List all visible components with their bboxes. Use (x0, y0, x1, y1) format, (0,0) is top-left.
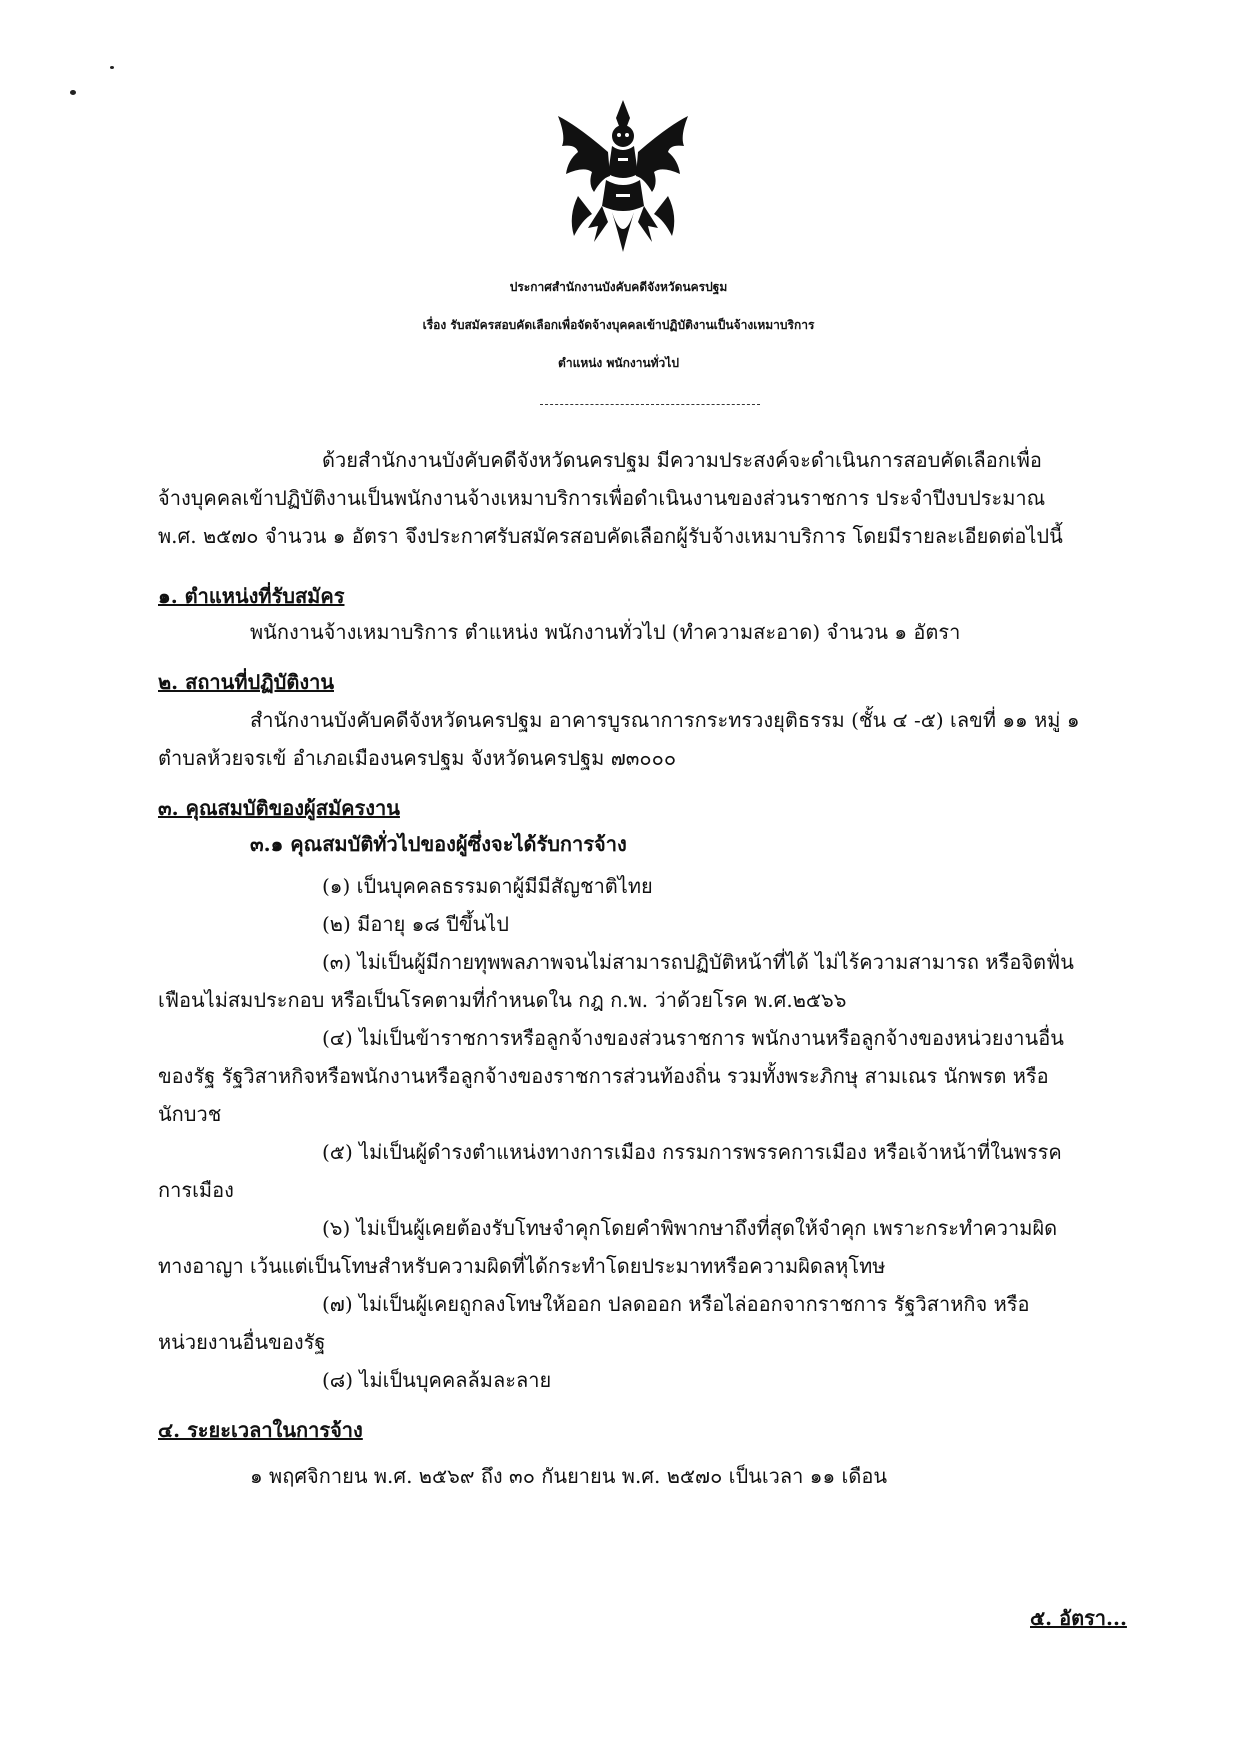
section-4-heading: ๔. ระยะเวลาในการจ้าง (158, 1418, 363, 1442)
qualification-3-line-1: (๓) ไม่เป็นผู้มีกายทุพพลภาพจนไม่สามารถปฏิบัติหน้าที่ได้ ไม่ไร้ความสามารถ หรือจิตฟั่น (322, 950, 1074, 974)
qualification-5-line-2: การเมือง (158, 1178, 234, 1202)
document-subject: เรื่อง รับสมัครสอบคัดเลือกเพื่อจัดจ้างบุคคลเข้าปฏิบัติงานเป็นจ้างเหมาบริการ (422, 318, 815, 332)
section-4-text: ๑ พฤศจิกายน พ.ศ. ๒๕๖๙ ถึง ๓๐ กันยายน พ.ศ. ๒๕๗๐ เป็นเวลา ๑๑ เดือน (250, 1464, 888, 1488)
qualification-6-line-1: (๖) ไม่เป็นผู้เคยต้องรับโทษจำคุกโดยคำพิพากษาถึงที่สุดให้จำคุก เพราะกระทำความผิด (322, 1216, 1058, 1240)
section-3-1-heading: ๓.๑ คุณสมบัติทั่วไปของผู้ซึ่งจะได้รับการจ้าง (250, 832, 627, 856)
title-divider (540, 404, 760, 405)
qualification-4-line-1: (๔) ไม่เป็นข้าราชการหรือลูกจ้างของส่วนราชการ พนักงานหรือลูกจ้างของหน่วยงานอื่น (322, 1026, 1064, 1050)
section-2-heading: ๒. สถานที่ปฏิบัติงาน (158, 670, 334, 694)
qualification-7-line-2: หน่วยงานอื่นของรัฐ (158, 1330, 326, 1354)
section-1-text: พนักงานจ้างเหมาบริการ ตำแหน่ง พนักงานทั่วไป (ทำความสะอาด) จำนวน ๑ อัตรา (250, 620, 961, 644)
garuda-emblem-icon (548, 96, 698, 256)
section-2-text-1: สำนักงานบังคับคดีจังหวัดนครปฐม อาคารบูรณาการกระทรวงยุติธรรม (ชั้น ๔ -๕) เลขที่ ๑๑ หมู่ ๑ (250, 708, 1080, 732)
qualification-7-line-1: (๗) ไม่เป็นผู้เคยถูกลงโทษให้ออก ปลดออก หรือไล่ออกจากราชการ รัฐวิสาหกิจ หรือ (322, 1292, 1030, 1316)
scan-speck (110, 66, 114, 69)
scan-speck (70, 90, 76, 95)
qualification-6-line-2: ทางอาญา เว้นแต่เป็นโทษสำหรับความผิดที่ได้กระทำโดยประมาทหรือความผิดลหุโทษ (158, 1254, 886, 1278)
section-3-heading: ๓. คุณสมบัติของผู้สมัครงาน (158, 796, 400, 820)
qualification-4-line-3: นักบวช (158, 1102, 222, 1126)
document-title: ประกาศสำนักงานบังคับคดีจังหวัดนครปฐม (509, 280, 728, 294)
qualification-2: (๒) มีอายุ ๑๘ ปีขึ้นไป (322, 912, 509, 936)
intro-line-3: พ.ศ. ๒๕๗๐ จำนวน ๑ อัตรา จึงประกาศรับสมัครสอบคัดเลือกผู้รับจ้างเหมาบริการ โดยมีรายละเอียดต่อไปนี้ (158, 524, 1063, 548)
document-position-title: ตำแหน่ง พนักงานทั่วไป (558, 356, 679, 370)
qualification-4-line-2: ของรัฐ รัฐวิสาหกิจหรือพนักงานหรือลูกจ้างของราชการส่วนท้องถิ่น รวมทั้งพระภิกษุ สามเณร นักพรต หรือ (158, 1064, 1049, 1088)
intro-line-2: จ้างบุคคลเข้าปฏิบัติงานเป็นพนักงานจ้างเหมาบริการเพื่อดำเนินงานของส่วนราชการ ประจำปีงบประมาณ (158, 486, 1046, 510)
intro-line-1: ด้วยสำนักงานบังคับคดีจังหวัดนครปฐม มีความประสงค์จะดำเนินการสอบคัดเลือกเพื่อ (322, 448, 1042, 472)
qualification-8: (๘) ไม่เป็นบุคคลล้มละลาย (322, 1368, 552, 1392)
qualification-3-line-2: เฟือนไม่สมประกอบ หรือเป็นโรคตามที่กำหนดใน กฎ ก.พ. ว่าด้วยโรค พ.ศ.๒๕๖๖ (158, 988, 847, 1012)
section-1-heading: ๑. ตำแหน่งที่รับสมัคร (158, 584, 345, 608)
qualification-5-line-1: (๕) ไม่เป็นผู้ดำรงตำแหน่งทางการเมือง กรรมการพรรคการเมือง หรือเจ้าหน้าที่ในพรรค (322, 1140, 1062, 1164)
section-2-text-2: ตำบลห้วยจรเข้ อำเภอเมืองนครปฐม จังหวัดนครปฐม ๗๓๐๐๐ (158, 746, 677, 770)
next-page-continuation: ๕. อัตรา... (1030, 1606, 1127, 1630)
qualification-1: (๑) เป็นบุคคลธรรมดาผู้มีมีสัญชาติไทย (322, 874, 653, 898)
